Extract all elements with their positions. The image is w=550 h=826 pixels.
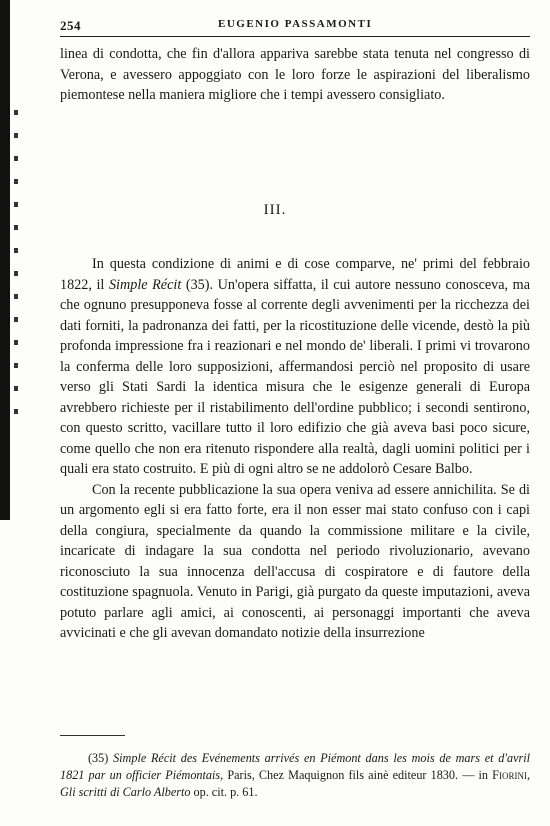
main-text	[60, 254, 530, 644]
paragraph-1-text-b: (35). Un'opera siffatta, il cui autore nessuno conosceva, ma che ognuno presupponeva fosse al corrente degli avvenimenti per la ricchezza dei dati forniti, la padronanza dei fatti, per la ricostituzione delle vicende, destò la più profonda impressione fra i reazionari e nel mondo de' liberali. I primi vi trovarono la conferma delle loro supposizioni, affermandosi perciò nel proposito di usare verso gli Stati Sardi la identica misura che le esigenze generali di Europa avrebbero richieste per il ristabilimento dell'ordine pubblico; i secondi sentirono, con questo scritto, vacillare tutto il loro edifizio che già aveva basi poco sicure, come quello che non era ritenuto rispondere alla realtà, dagli uomini politici per i quali era stato costruito. E più di ogni altro se ne addolorò Cesare Balbo.	[60, 276, 530, 477]
page-number: 254	[60, 18, 81, 33]
footnote-author: Fiorini	[492, 768, 527, 782]
paragraph-1-work-title: Simple Récit	[108, 276, 182, 293]
footnote	[60, 750, 530, 801]
paragraph-2: Con la recente pubblicazione la sua opera veniva ad essere annichilita. Se di un argomento egli si era fatto forte, era il non esser mai stato confuso con i capi della congiura, specialmente da quando la commissione militare e la civile, incaricate di indagare la sua condotta nel periodo rivoluzionario, avevano riconosciuto la sua innocenza dell'accusa di cospiratore e di fautore della costituzione spagnuola. Venuto in Parigi, già purgato da queste imputazioni, aveva potuto parlare agli amici, ai conoscenti, ai personaggi importanti che aveva avvicinati e che gli avevan domandato notizie della insurrezione	[60, 481, 530, 641]
scan-binding-shadow	[0, 0, 10, 520]
footnote-separator: ,	[526, 768, 530, 782]
paragraph-1-text-a: In questa condizione di animi e di cose comparve, ne' primi del febbraio 1822, il	[60, 256, 530, 293]
section-heading: III.	[263, 202, 287, 218]
footnote-title: Simple Récit des Evénements arrivés en Piémont dans les mois de mars et d'avril 1821 par un officier Piémontais,	[60, 751, 530, 782]
footnote-work: Gli scritti di Carlo Alberto	[60, 785, 191, 799]
footnote-marker: (35)	[88, 751, 109, 765]
running-head: EUGENIO PASSAMONTI	[218, 18, 373, 30]
footnote-citation: op. cit. p. 61.	[190, 785, 258, 799]
footnote-rule	[60, 735, 125, 736]
scan-margin-marks	[14, 110, 18, 430]
footnote-publisher: Paris, Chez Maquignon fils ainè editeur 1830. — in	[223, 768, 493, 782]
continued-paragraph	[60, 44, 530, 106]
paragraph-1	[60, 254, 530, 480]
header-rule	[60, 36, 530, 37]
page-header	[60, 12, 530, 34]
paragraph-text: linea di condotta, che fin d'allora appariva sarebbe stata tenuta nel congresso di Verona, e avessero appoggiato con le loro forze le aspirazioni del liberalismo piemontese nella maniera migliore che i tempi avessero consigliato.	[60, 46, 530, 103]
footnote-text	[60, 750, 530, 801]
